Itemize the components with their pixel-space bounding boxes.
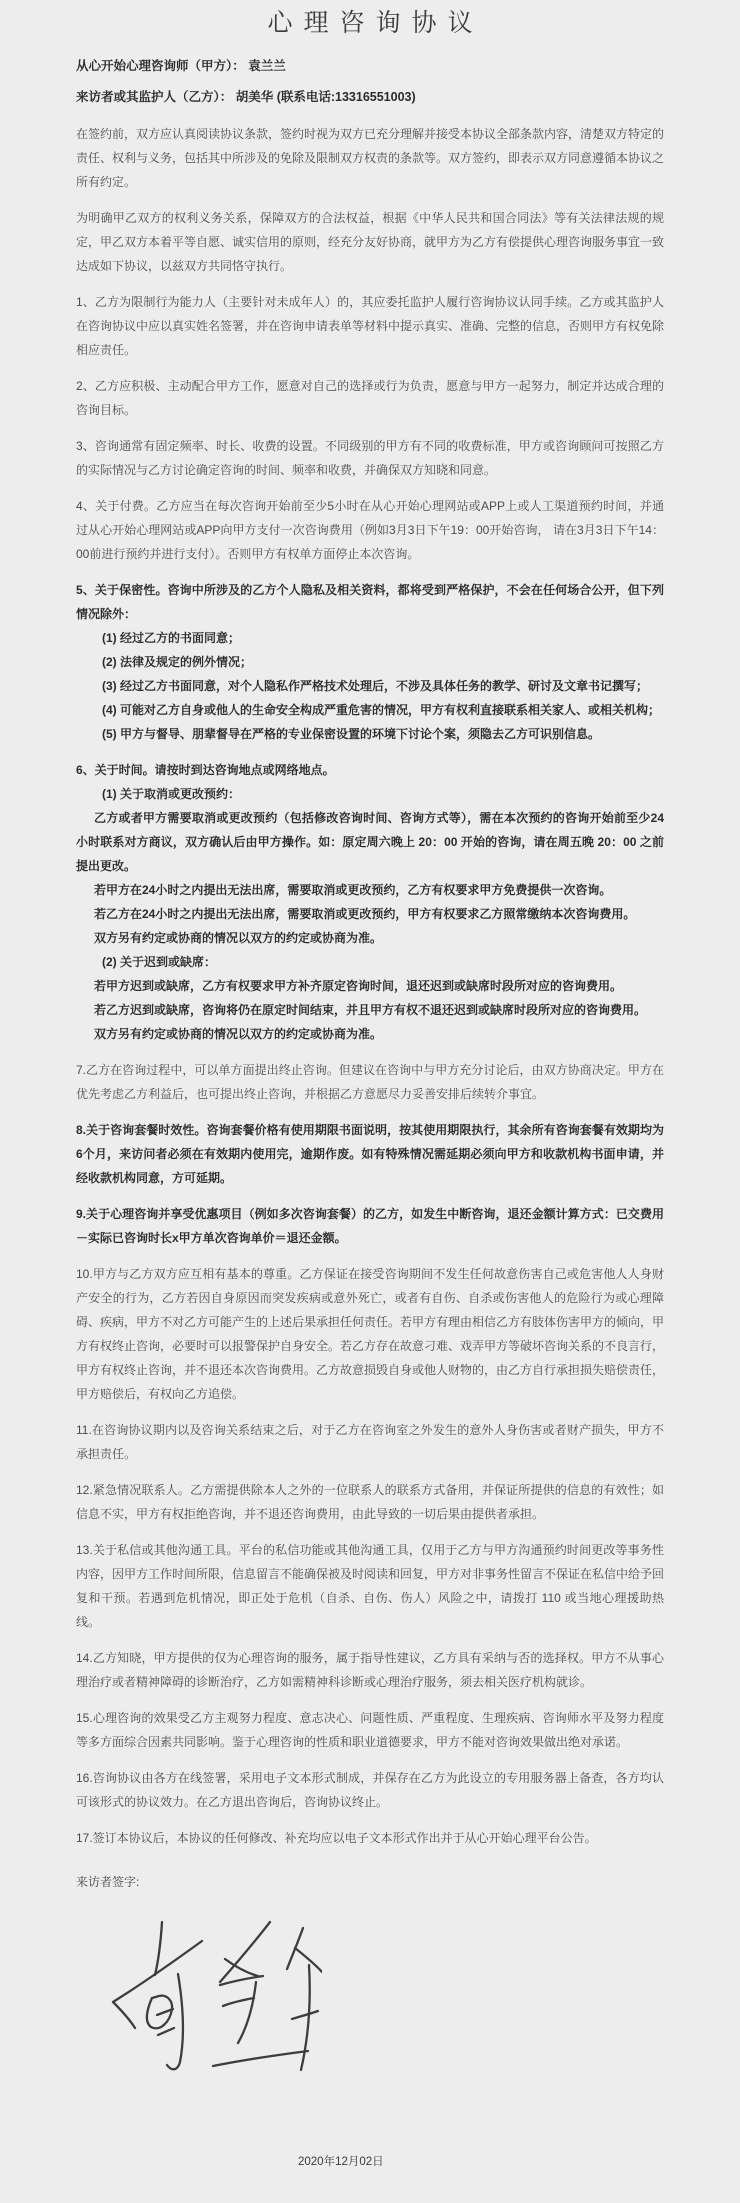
paragraph: (2) 法律及规定的例外情况； [102,655,253,669]
paragraph: (5) 甲方与督导、朋辈督导在严格的专业保密设置的环境下讨论个案，须隐去乙方可识别信息。 [102,727,601,741]
paragraph: 6、关于时间。请按时到达咨询地点或网络地点。 [76,763,335,777]
party-a-line: 从心开始心理咨询师（甲方）： 袁兰兰 [76,59,286,73]
clauses-container [76,122,664,1850]
paragraph: 双方另有约定或协商的情况以双方的约定或协商为准。 [94,1027,383,1041]
paragraph: 3、咨询通常有固定频率、时长、收费的设置。不同级别的甲方有不同的收费标准，甲方或咨询顾问可按照乙方的实际情况与乙方讨论确定咨询的时间、频率和收费，并确保双方知晓和同意。 [76,439,664,477]
paragraph: 若乙方迟到或缺席，咨询将仍在原定时间结束，并且甲方有权不退还迟到或缺席时段所对应的咨询费用。 [94,1003,647,1017]
paragraph: 4、关于付费。乙方应当在每次咨询开始前至少5小时在从心开始心理网站或APP上或人工渠道预约时间，并通过从心开始心理网站或APP向甲方支付一次咨询费用（例如3月3日下午19：00开始咨询， 请在3月3日下午14：00前进行预约并进行支付）。否则甲方有权单方面停止本次咨询。 [76,499,664,561]
signature-date: 2020年12月02日 [298,2156,384,2168]
paragraph: 15.心理咨询的效果受乙方主观努力程度、意志决心、问题性质、严重程度、生理疾病、咨询师水平及努力程度等多方面综合因素共同影响。鉴于心理咨询的性质和职业道德要求，甲方不能对咨询效果做出绝对承诺。 [76,1711,664,1749]
paragraph: (3) 经过乙方书面同意，对个人隐私作严格技术处理后，不涉及具体任务的教学、研讨及文章书记撰写； [102,679,649,693]
paragraph: 若乙方在24小时之内提出无法出席，需要取消或更改预约，甲方有权要求乙方照常缴纳本次咨询费用。 [94,907,636,921]
paragraph: 2、乙方应积极、主动配合甲方工作，愿意对自己的选择或行为负责，愿意与甲方一起努力，制定并达成合理的咨询目标。 [76,379,664,417]
paragraph: 12.紧急情况联系人。乙方需提供除本人之外的一位联系人的联系方式备用，并保证所提供的信息的有效性；如信息不实，甲方有权拒绝咨询，并不退还咨询费用，由此导致的一切后果由提供者承担。 [76,1483,664,1521]
paragraph: (1) 关于取消或更改预约： [102,787,241,801]
paragraph: 若甲方迟到或缺席，乙方有权要求甲方补齐原定咨询时间，退还迟到或缺席时段所对应的咨询费用。 [94,979,623,993]
paragraph: 10.甲方与乙方双方应互相有基本的尊重。乙方保证在接受咨询期间不发生任何故意伤害自己或危害他人人身财产安全的行为，乙方若因自身原因而突发疾病或意外死亡，或者有自伤、自杀或伤害他人的危险行为或心理障碍、疾病，甲方不对乙方可能产生的上述后果承担任何责任。若甲方有理由相信乙方有肢体伤害甲方的倾向，甲方有权终止咨询，必要时可以报警保护自身安全。若乙方存在故意刁难、戏弄甲方等破坏咨询关系的不良言行，甲方有权终止咨询，并不退还本次咨询费用。乙方故意损毁自身或他人财物的，由乙方自行承担损失赔偿责任，甲方赔偿后，有权向乙方追偿。 [76,1267,665,1401]
visitor-signature-handwriting [72,1914,322,2084]
paragraph: 13.关于私信或其他沟通工具。平台的私信功能或其他沟通工具，仅用于乙方与甲方沟通预约时间更改等事务性内容，因甲方工作时间所限，信息留言不能确保被及时阅读和回复，甲方对非事务性留言不保证在私信中给予回复和干预。若遇到危机情况，即正处于危机（自杀、自伤、伤人）风险之中，请拨打 110 或当地心理援助热线。 [76,1543,665,1629]
paragraph: 14.乙方知晓，甲方提供的仅为心理咨询的服务，属于指导性建议，乙方具有采纳与否的选择权。甲方不从事心理治疗或者精神障碍的诊断治疗，乙方如需精神科诊断或心理治疗服务，须去相关医疗机构就诊。 [76,1651,664,1689]
paragraph: 1、乙方为限制行为能力人（主要针对未成年人）的，其应委托监护人履行咨询协议认同手续。乙方或其监护人在咨询协议中应以真实姓名签署，并在咨询申请表单等材料中提示真实、准确、完整的信息，否则甲方有权免除相应责任。 [76,295,665,357]
paragraph: 17.签订本协议后，本协议的任何修改、补充均应以电子文本形式作出并于从心开始心理平台公告。 [76,1831,597,1845]
paragraph: 为明确甲乙双方的权利义务关系，保障双方的合法权益，根据《中华人民共和国合同法》等有关法律法规的规定，甲乙双方本着平等自愿、诚实信用的原则，经充分友好协商，就甲方为乙方有偿提供心理咨询服务事宜一致达成如下协议，以兹双方共同恪守执行。 [76,211,665,273]
party-b-line: 来访者或其监护人（乙方）： 胡美华 (联系电话:13316551003) [76,90,416,104]
paragraph: 乙方或者甲方需要取消或更改预约（包括修改咨询时间、咨询方式等），需在本次预约的咨询开始前至少24小时联系对方商议，双方确认后由甲方操作。如：原定周六晚上 20：00 开始的咨询，请在周五晚 20：00 之前提出更改。 [76,811,664,873]
paragraph: 在签约前，双方应认真阅读协议条款，签约时视为双方已充分理解并接受本协议全部条款内容，清楚双方特定的责任、权利与义务，包括其中所涉及的免除及限制双方权责的条款等。双方签约，即表示双方同意遵循本协议之所有约定。 [76,127,665,189]
paragraph: (1) 经过乙方的书面同意； [102,631,241,645]
paragraph: (4) 可能对乙方自身或他人的生命安全构成严重危害的情况，甲方有权利直接联系相关家人、或相关机构； [102,703,661,717]
paragraph: 16.咨询协议由各方在线签署，采用电子文本形式制成，并保存在乙方为此设立的专用服务器上备查，各方均认可该形式的协议效力。在乙方退出咨询后，咨询协议终止。 [76,1771,664,1809]
paragraph: 若甲方在24小时之内提出无法出席，需要取消或更改预约，乙方有权要求甲方免费提供一次咨询。 [94,883,612,897]
paragraph: 11.在咨询协议期内以及咨询关系结束之后，对于乙方在咨询室之外发生的意外人身伤害或者财产损失，甲方不承担责任。 [76,1423,664,1461]
paragraph: 7.乙方在咨询过程中，可以单方面提出终止咨询。但建议在咨询中与甲方充分讨论后，由双方协商决定。甲方在优先考虑乙方利益后，也可提出终止咨询，并根据乙方意愿尽力妥善安排后续转介事宜。 [76,1063,664,1101]
paragraph: 5、关于保密性。咨询中所涉及的乙方个人隐私及相关资料，都将受到严格保护，不会在任何场合公开，但下列情况除外： [76,583,664,621]
paragraph: 9.关于心理咨询并享受优惠项目（例如多次咨询套餐）的乙方，如发生中断咨询，退还金额计算方式：已交费用－实际已咨询时长x甲方单次咨询单价＝退还金额。 [76,1207,664,1245]
signature-label: 来访者签字: [76,1875,140,1889]
paragraph: 8.关于咨询套餐时效性。咨询套餐价格有使用期限书面说明，按其使用期限执行，其余所有咨询套餐有效期均为6个月，来访问者必须在有效期内使用完，逾期作废。如有特殊情况需延期必须向甲方和收款机构书面申请，并经收款机构同意，方可延期。 [76,1123,664,1185]
document-title: 心理咨询协议 [267,9,484,37]
paragraph: 双方另有约定或协商的情况以双方的约定或协商为准。 [94,931,383,945]
paragraph: (2) 关于迟到或缺席： [102,955,217,969]
